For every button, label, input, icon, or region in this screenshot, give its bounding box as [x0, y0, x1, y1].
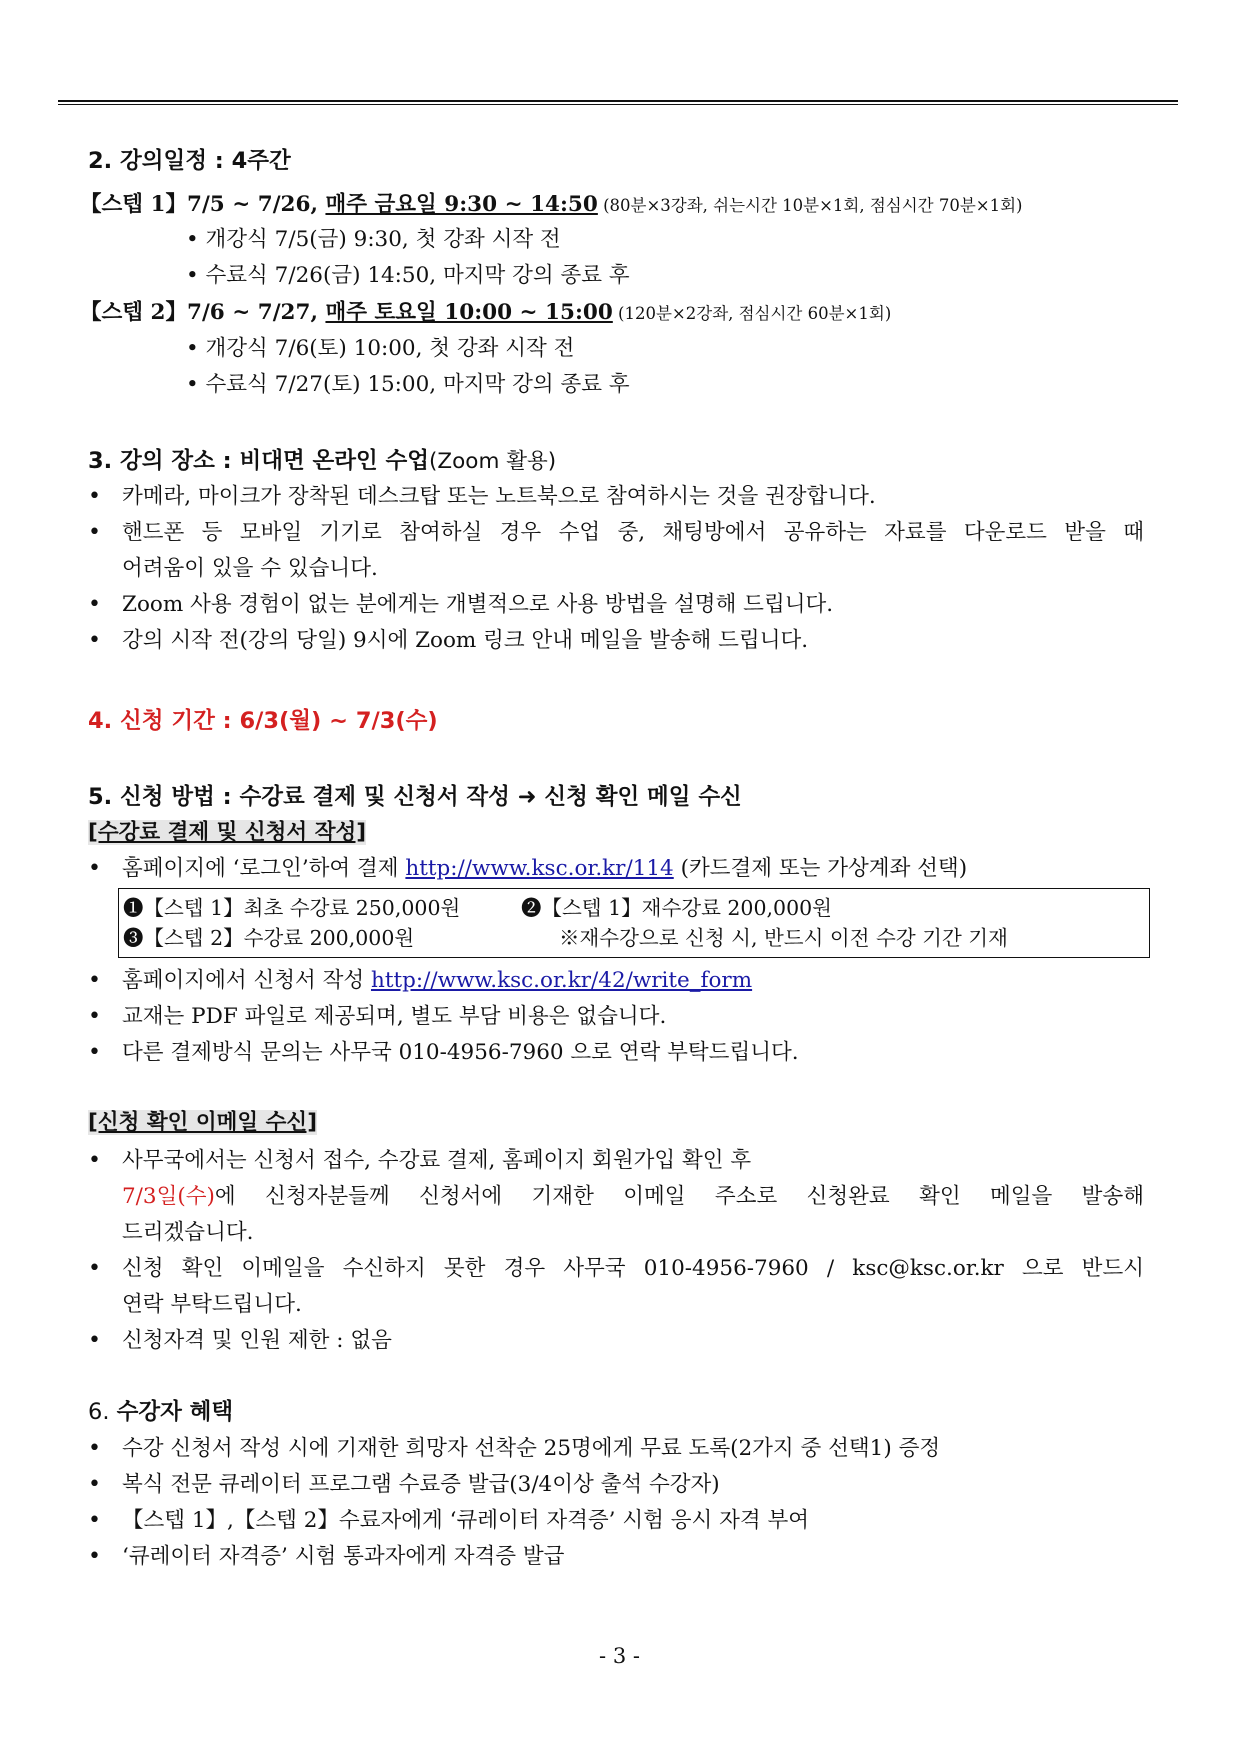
payment-link[interactable]: http://www.ksc.or.kr/114	[405, 856, 674, 881]
confirm-text: 에 신청자분들께 신청서에 기재한 이메일 주소로 신청완료 확인 메일을 발송해	[214, 1184, 1144, 1209]
step1-time: 매주 금요일 9:30 ~ 14:50	[325, 192, 598, 217]
step1-item: • 개강식 7/5(금) 9:30, 첫 강좌 시작 전	[186, 227, 561, 252]
step1-item: • 수료식 7/26(금) 14:50, 마지막 강의 종료 후	[186, 263, 630, 288]
list-item-continuation: 드리겠습니다.	[122, 1220, 254, 1245]
bullet-dot: •	[88, 520, 101, 545]
deadline-date: 7/3일(수)	[122, 1184, 215, 1209]
subheading-payment	[88, 818, 366, 848]
step1-note: (80분×3강좌, 쉬는시간 10분×1회, 점심시간 70분×1회)	[597, 196, 1023, 215]
bullet-dot: •	[88, 1508, 101, 1533]
header-rule	[58, 100, 1178, 102]
bullet-dot: •	[88, 592, 101, 617]
list-item: Zoom 사용 경험이 없는 분에게는 개별적으로 사용 방법을 설명해 드립니다.	[122, 592, 834, 617]
bullet-dot: •	[88, 1544, 101, 1569]
section-5-title: 5. 신청 방법 : 수강료 결제 및 신청서 작성 ➜ 신청 확인 메일 수신	[88, 784, 742, 810]
section-3-title-tail: (Zoom 활용)	[429, 449, 557, 474]
bullet-dot: •	[88, 1328, 101, 1353]
bullet-dot: •	[88, 1040, 101, 1065]
list-item: 사무국에서는 신청서 접수, 수강료 결제, 홈페이지 회원가입 확인 후	[122, 1148, 752, 1173]
bullet-dot: •	[88, 1256, 101, 1281]
list-item: 강의 시작 전(강의 당일) 9시에 Zoom 링크 안내 메일을 발송해 드립니다.	[122, 628, 809, 653]
payment-line	[122, 854, 967, 884]
step2-note: (120분×2강좌, 점심시간 60분×1회)	[612, 304, 892, 323]
subheading-payment-label: [수강료 결제 및 신청서 작성]	[88, 820, 367, 845]
fee-step1-retake: ❷【스텝 1】재수강료 200,000원	[521, 896, 832, 920]
subheading-confirm	[88, 1108, 317, 1138]
step2-item: • 개강식 7/6(토) 10:00, 첫 강좌 시작 전	[186, 336, 575, 361]
list-item: 신청자격 및 인원 제한 : 없음	[122, 1328, 392, 1353]
payment-note: (카드결제 또는 가상계좌 선택)	[673, 856, 968, 881]
step2-time: 매주 토요일 10:00 ~ 15:00	[325, 300, 613, 325]
step2-head: 【스텝 2】7/6 ~ 7/27,	[80, 300, 326, 325]
list-item: 복식 전문 큐레이터 프로그램 수료증 발급(3/4이상 출석 수강자)	[122, 1472, 720, 1497]
header-rule-thin	[58, 104, 1178, 105]
step1-schedule	[80, 190, 1023, 221]
bullet-dot: •	[88, 1472, 101, 1497]
list-item: ‘큐레이터 자격증’ 시험 통과자에게 자격증 발급	[122, 1544, 565, 1569]
bullet-dot: •	[88, 1436, 101, 1461]
section-3-title	[88, 446, 556, 477]
section-4-title: 4. 신청 기간 : 6/3(월) ~ 7/3(수)	[88, 708, 438, 734]
fee-box	[118, 888, 1150, 958]
bullet-dot: •	[88, 968, 101, 993]
step2-item: • 수료식 7/27(토) 15:00, 마지막 강의 종료 후	[186, 372, 630, 397]
payment-text: 홈페이지에 ‘로그인’하여 결제	[122, 856, 406, 881]
list-item: 교재는 PDF 파일로 제공되며, 별도 부담 비용은 없습니다.	[122, 1004, 667, 1029]
section-6-title-bold: 수강자 혜택	[116, 1399, 234, 1425]
bullet-dot: •	[88, 1004, 101, 1029]
fee-retake-note: ※재수강으로 신청 시, 반드시 이전 수강 기간 기재	[559, 926, 1008, 950]
bullet-dot: •	[88, 484, 101, 509]
bullet-dot: •	[88, 856, 101, 881]
form-line	[122, 966, 752, 996]
section-6-title	[88, 1397, 233, 1428]
fee-step2: ❸【스텝 2】수강료 200,000원	[123, 926, 415, 950]
bullet-dot: •	[88, 1148, 101, 1173]
list-item-continuation: 어려움이 있을 수 있습니다.	[122, 556, 378, 581]
list-item-continuation	[122, 1182, 1144, 1212]
page-number: - 3 -	[599, 1644, 640, 1668]
step1-head: 【스텝 1】7/5 ~ 7/26,	[80, 192, 326, 217]
form-link[interactable]: http://www.ksc.or.kr/42/write_form	[370, 968, 753, 993]
step2-schedule	[80, 298, 891, 329]
section-6-number: 6.	[88, 1399, 117, 1425]
list-item: 신청 확인 이메일을 수신하지 못한 경우 사무국 010-4956-7960 / ksc@ksc.or.kr 으로 반드시	[122, 1256, 1144, 1281]
section-3-title-bold: 3. 강의 장소 : 비대면 온라인 수업	[88, 448, 430, 474]
list-item: 핸드폰 등 모바일 기기로 참여하실 경우 수업 중, 채팅방에서 공유하는 자료를 다운로드 받을 때	[122, 520, 1144, 545]
subheading-confirm-label: [신청 확인 이메일 수신]	[88, 1110, 318, 1135]
list-item: 【스텝 1】,【스텝 2】수료자에게 ‘큐레이터 자격증’ 시험 응시 자격 부여	[122, 1508, 809, 1533]
list-item-continuation: 연락 부탁드립니다.	[122, 1292, 302, 1317]
list-item: 다른 결제방식 문의는 사무국 010-4956-7960 으로 연락 부탁드립니다.	[122, 1040, 799, 1065]
list-item: 수강 신청서 작성 시에 기재한 희망자 선착순 25명에게 무료 도록(2가지 중 선택1) 증정	[122, 1436, 941, 1461]
bullet-dot: •	[88, 628, 101, 653]
list-item: 카메라, 마이크가 장착된 데스크탑 또는 노트북으로 참여하시는 것을 권장합니다.	[122, 484, 876, 509]
section-2-title: 2. 강의일정 : 4주간	[88, 148, 291, 174]
form-text: 홈페이지에서 신청서 작성	[122, 968, 371, 993]
fee-step1-first: ❶【스텝 1】최초 수강료 250,000원	[123, 896, 461, 920]
